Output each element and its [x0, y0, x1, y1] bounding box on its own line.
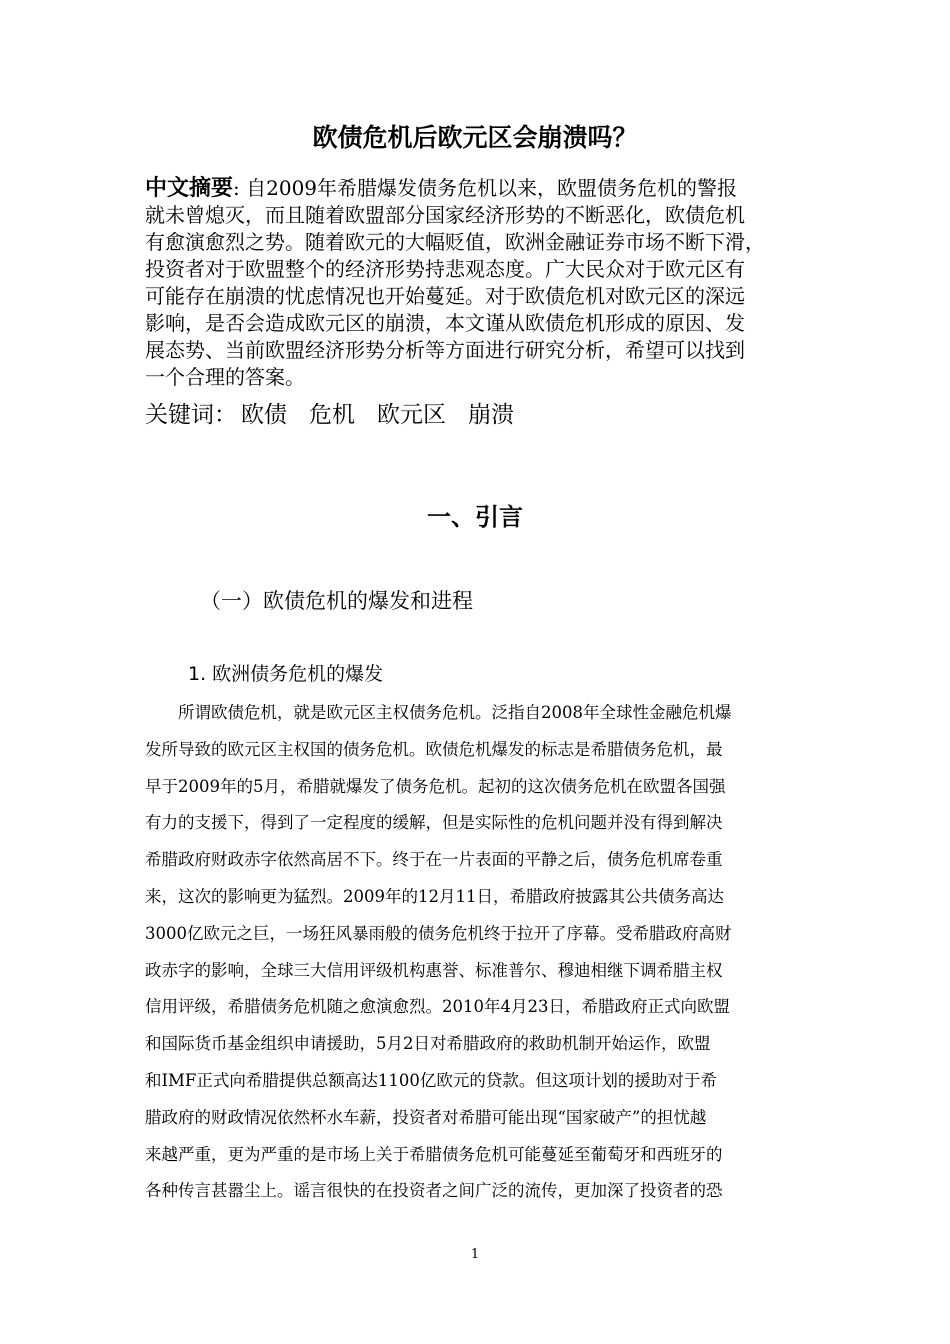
keywords-label: 关键词： — [145, 402, 237, 428]
body-line: 希腊政府财政赤字依然高居不下。终于在一片表面的平静之后，债务危机席卷重 — [145, 850, 723, 870]
document-title: 欧债危机后欧元区会崩溃吗？ — [312, 123, 638, 152]
body-line: 早于2009年的5月，希腊就爆发了债务危机。起初的这次债务危机在欧盟各国强 — [145, 776, 726, 796]
body-paragraph — [145, 695, 810, 1210]
body-line: 和国际货币基金组织申请援助，5月2日对希腊政府的救助机制开始运作，欧盟 — [145, 1034, 711, 1054]
keyword: 崩溃 — [468, 402, 514, 428]
abstract-line: 展态势、当前欧盟经济形势分析等方面进行研究分析，希望可以找到 — [145, 338, 745, 362]
body-line: 政赤字的影响，全球三大信用评级机构惠誉、标准普尔、穆迪相继下调希腊主权 — [145, 960, 723, 980]
keywords — [145, 397, 532, 433]
keyword: 欧元区 — [377, 402, 446, 428]
body-line: 信用评级，希腊债务危机随之愈演愈烈。2010年4月23日，希腊政府正式向欧盟 — [145, 997, 730, 1017]
abstract-line: 自2009年希腊爆发债务危机以来，欧盟债务危机的警报 — [246, 176, 738, 200]
subsubsection-heading: 1. 欧洲债务危机的爆发 — [188, 663, 384, 685]
abstract-label: 中文摘要 — [145, 176, 234, 201]
page-number: 1 — [470, 1247, 480, 1262]
body-line: 来越严重，更为严重的是市场上关于希腊债务危机可能蔓延至葡萄牙和西班牙的 — [145, 1144, 723, 1164]
body-line: 和IMF正式向希腊提供总额高达1100亿欧元的贷款。但这项计划的援助对于希 — [145, 1070, 717, 1090]
body-line: 各种传言甚嚣尘上。谣言很快的在投资者之间广泛的流传，更加深了投资者的恐 — [145, 1181, 723, 1201]
body-line: 3000亿欧元之巨，一场狂风暴雨般的债务危机终于拉开了序幕。受希腊政府高财 — [145, 923, 732, 943]
abstract-first-line — [145, 175, 810, 202]
body-line: 来，这次的影响更为猛烈。2009年的12月11日，希腊政府披露其公共债务高达 — [145, 886, 724, 906]
abstract — [145, 175, 810, 391]
body-line: 所谓欧债危机，就是欧元区主权债务危机。泛指自2008年全球性金融危机爆 — [145, 703, 732, 722]
body-line: 有力的支援下，得到了一定程度的缓解，但是实际性的危机问题并没有得到解决 — [145, 813, 723, 833]
subsection-heading: （一）欧债危机的爆发和进程 — [200, 589, 473, 613]
abstract-line: 一个合理的答案。 — [145, 365, 305, 389]
abstract-line: 就未曾熄灭，而且随着欧盟部分国家经济形势的不断恶化，欧债危机 — [145, 203, 745, 227]
abstract-line: 投资者对于欧盟整个的经济形势持悲观态度。广大民众对于欧元区有 — [145, 257, 745, 281]
abstract-line: 有愈演愈烈之势。随着欧元的大幅贬值，欧洲金融证券市场不断下滑， — [145, 230, 765, 254]
keyword: 危机 — [309, 402, 355, 428]
body-line: 发所导致的欧元区主权国的债务危机。欧债危机爆发的标志是希腊债务危机，最 — [145, 739, 723, 759]
keyword: 欧债 — [241, 402, 287, 428]
abstract-line: 影响，是否会造成欧元区的崩溃，本文谨从欧债危机形成的原因、发 — [145, 311, 745, 335]
body-line: 腊政府的财政情况依然杯水车薪，投资者对希腊可能出现“国家破产”的担忧越 — [145, 1107, 707, 1127]
abstract-line: 可能存在崩溃的忧虑情况也开始蔓延。对于欧债危机对欧元区的深远 — [145, 284, 745, 308]
abstract-separator: : — [233, 176, 247, 200]
section-heading: 一、引言 — [427, 503, 523, 531]
